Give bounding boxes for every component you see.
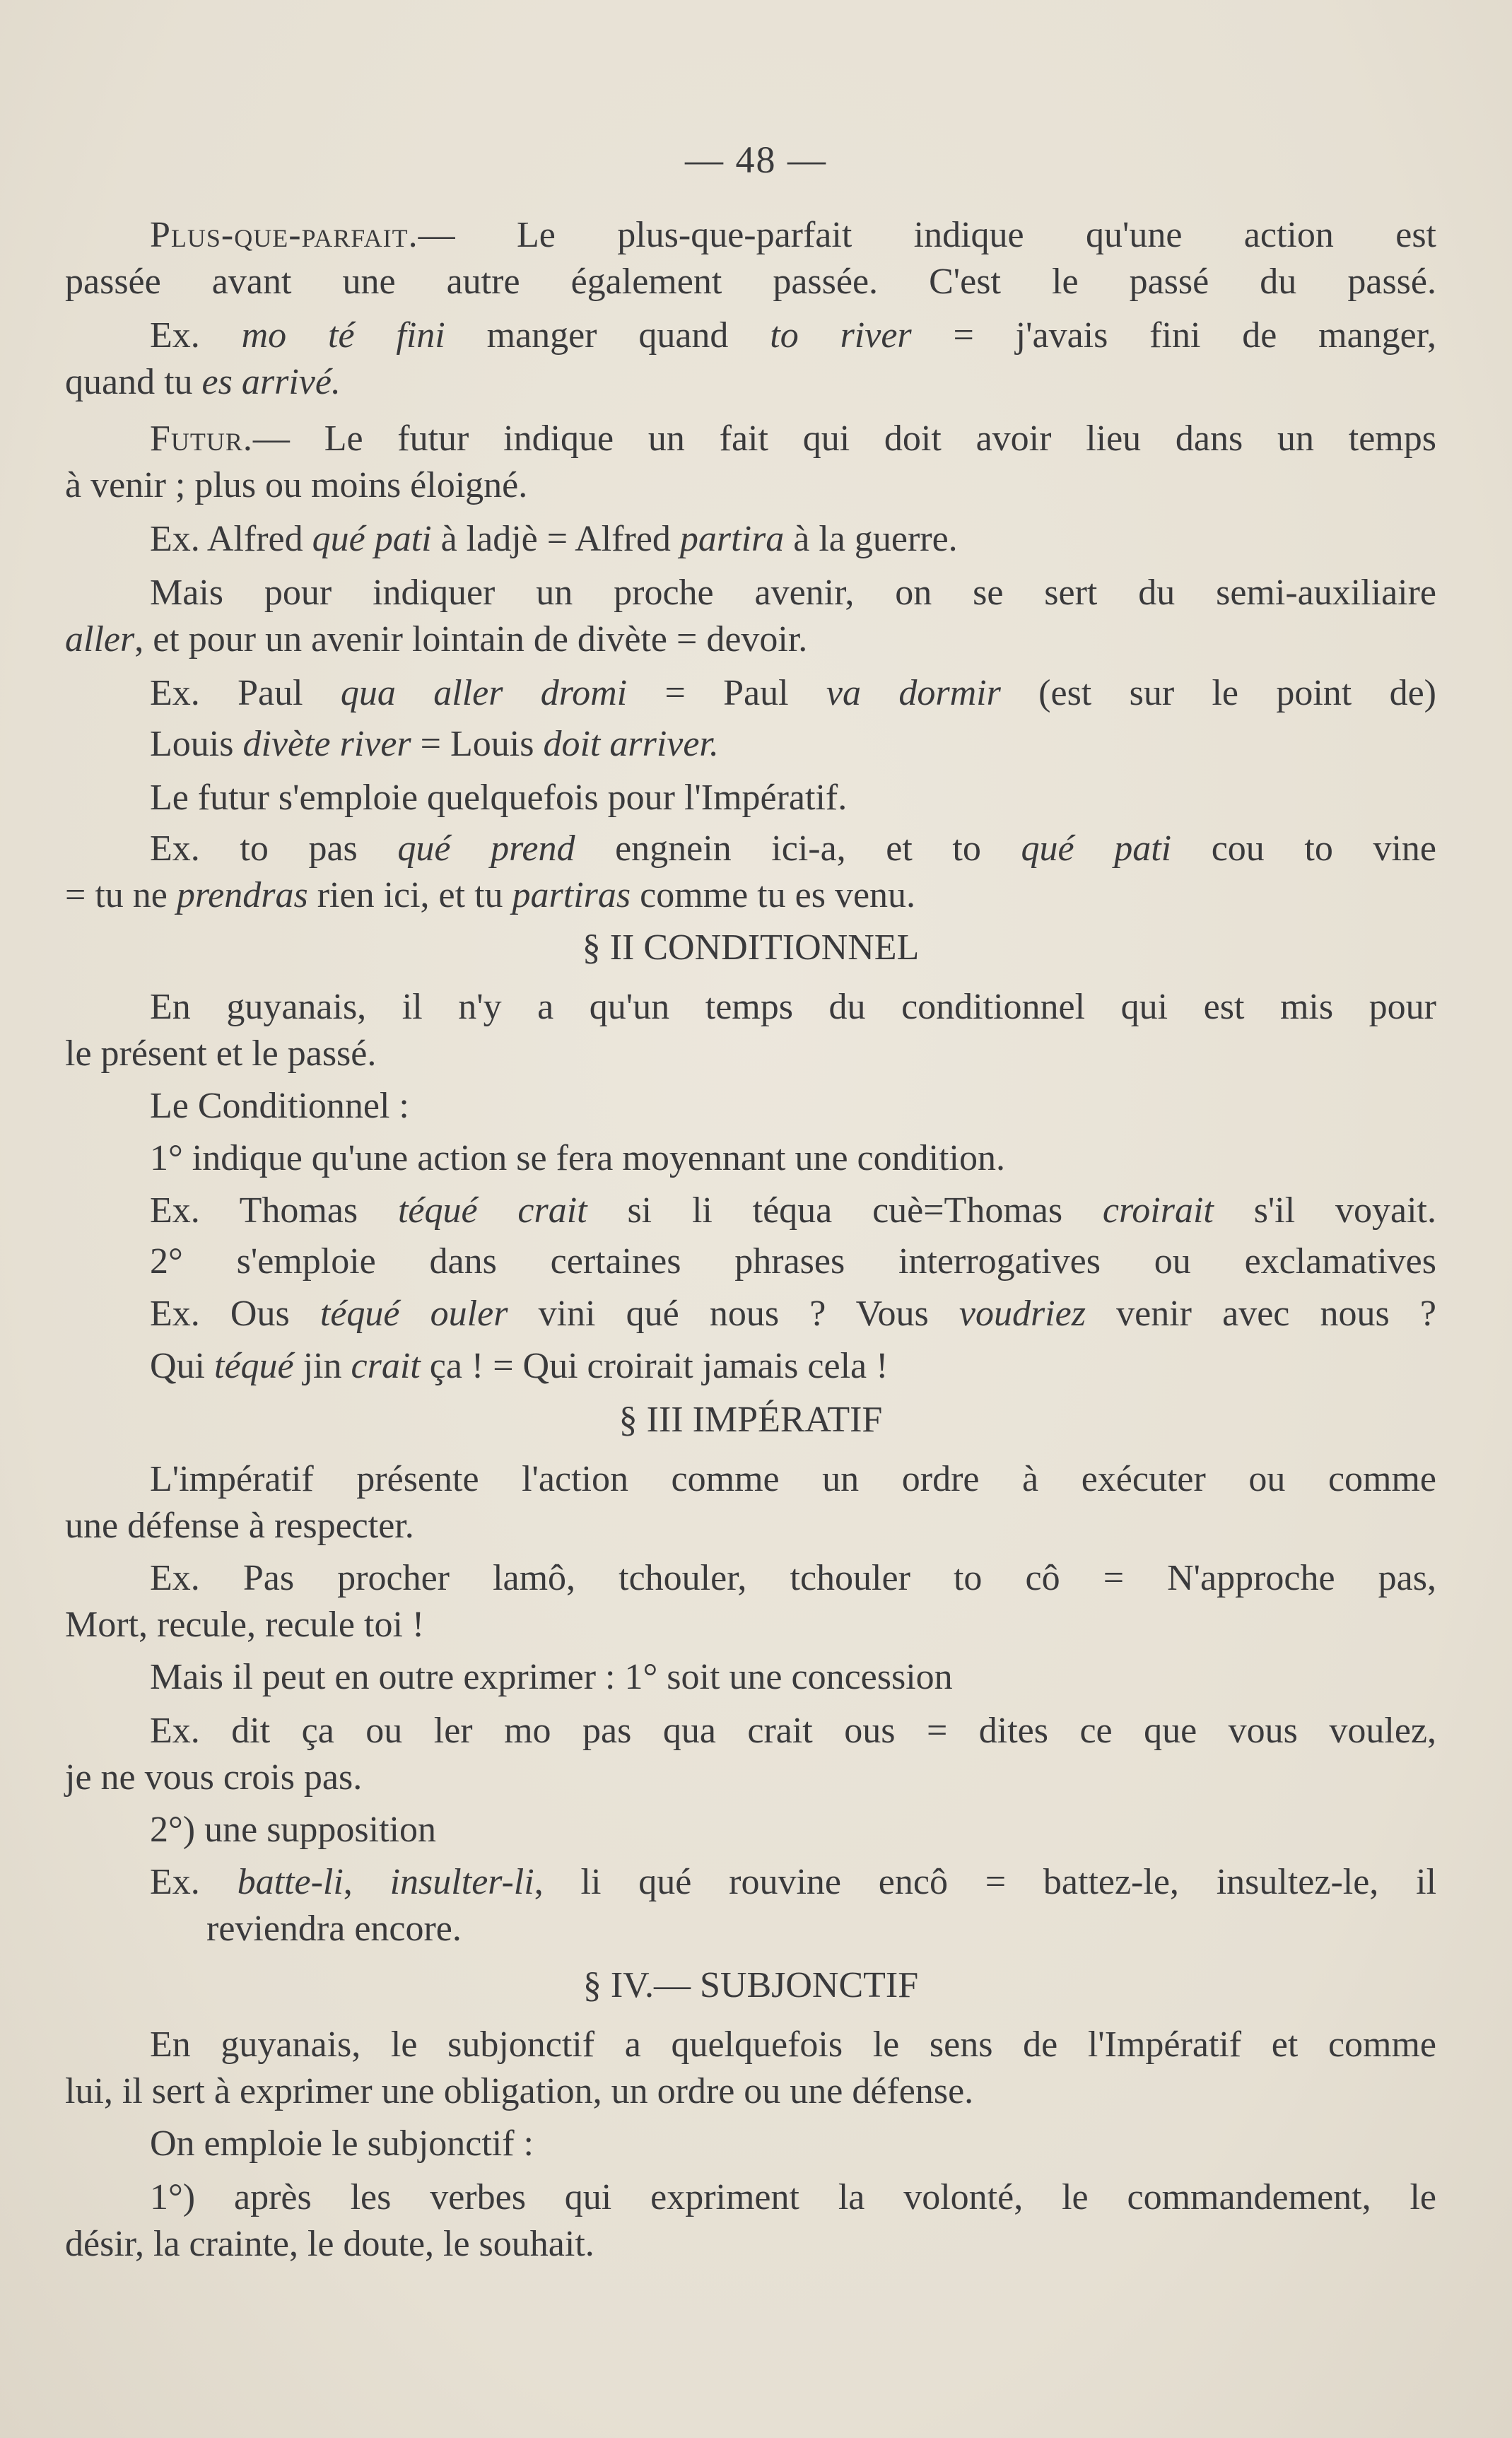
section-heading: § III IMPÉRATIF [619, 1400, 883, 1440]
text-line: Louis divète river = Louis doit arriver. [150, 724, 719, 764]
text-line: aller, et pour un avenir lointain de divète = devoir. [65, 619, 808, 660]
text-line: je ne vous crois pas. [65, 1757, 363, 1798]
page-number: — 48 — [685, 139, 827, 181]
text-line: L'impératif présente l'action comme un ordre à exécuter ou comme [150, 1459, 1436, 1499]
text-line: En guyanais, il n'y a qu'un temps du conditionnel qui est mis pour [150, 987, 1436, 1027]
text-line: quand tu es arrivé. [65, 362, 341, 402]
text-line: On emploie le subjonctif : [150, 2123, 534, 2164]
text-line: à venir ; plus ou moins éloigné. [65, 465, 528, 505]
text-line: Ex. batte-li, insulter-li, li qué rouvine encô = battez-le, insultez-le, il [150, 1862, 1437, 1902]
text-line: 2°) une supposition [150, 1810, 437, 1850]
text-line: Le futur s'emploie quelquefois pour l'Impératif. [150, 778, 848, 818]
text-line: Ex. Thomas téqué crait si li téqua cuè=Thomas croirait s'il voyait. [150, 1190, 1436, 1231]
text-line: Ex. Alfred qué pati à ladjè = Alfred partira à la guerre. [150, 519, 958, 559]
text-line: En guyanais, le subjonctif a quelquefois le sens de l'Impératif et comme [150, 2024, 1436, 2065]
text-line: Ex. dit ça ou ler mo pas qua crait ous = dites ce que vous voulez, [150, 1711, 1436, 1751]
text-line: Plus-que-parfait.— Le plus-que-parfait indique qu'une action est [150, 215, 1436, 255]
text-line: désir, la crainte, le doute, le souhait. [65, 2224, 594, 2264]
text-line: 1° indique qu'une action se fera moyennant une condition. [150, 1138, 1005, 1178]
text-line: Ex. to pas qué prend engnein ici-a, et to qué pati cou to vine [150, 828, 1436, 869]
text-line: 1°) après les verbes qui expriment la volonté, le commandement, le [150, 2177, 1436, 2217]
text-line: lui, il sert à exprimer une obligation, un ordre ou une défense. [65, 2071, 974, 2111]
text-line: Ex. Pas procher lamô, tchouler, tchouler to cô = N'approche pas, [150, 1558, 1436, 1598]
section-heading: § II CONDITIONNEL [582, 927, 920, 968]
text-line: Ex. mo té fini manger quand to river = j'avais fini de manger, [150, 315, 1437, 356]
text-line: Mais il peut en outre exprimer : 1° soit une concession [150, 1657, 953, 1697]
text-line: Le Conditionnel : [150, 1086, 409, 1126]
text-line: le présent et le passé. [65, 1033, 377, 1074]
text-line: = tu ne prendras rien ici, et tu partiras comme tu es venu. [65, 875, 916, 915]
text-line: Futur.— Le futur indique un fait qui doit avoir lieu dans un temps [150, 418, 1436, 459]
text-line: Qui téqué jin crait ça ! = Qui croirait jamais cela ! [150, 1346, 889, 1386]
text-line: Ex. Paul qua aller dromi = Paul va dormir (est sur le point de) [150, 673, 1436, 713]
text-line: Mais pour indiquer un proche avenir, on se sert du semi-auxiliaire [150, 573, 1436, 613]
text-line: Mort, recule, recule toi ! [65, 1605, 425, 1645]
text-line: une défense à respecter. [65, 1506, 414, 1546]
text-line: 2° s'emploie dans certaines phrases interrogatives ou exclamatives [150, 1241, 1436, 1282]
section-heading: § IV.— SUBJONCTIF [582, 1965, 919, 2005]
text-line: Ex. Ous téqué ouler vini qué nous ? Vous voudriez venir avec nous ? [150, 1294, 1437, 1334]
text-line: reviendra encore. [206, 1909, 462, 1949]
text-line: passée avant une autre également passée. C'est le passé du passé. [65, 262, 1436, 302]
